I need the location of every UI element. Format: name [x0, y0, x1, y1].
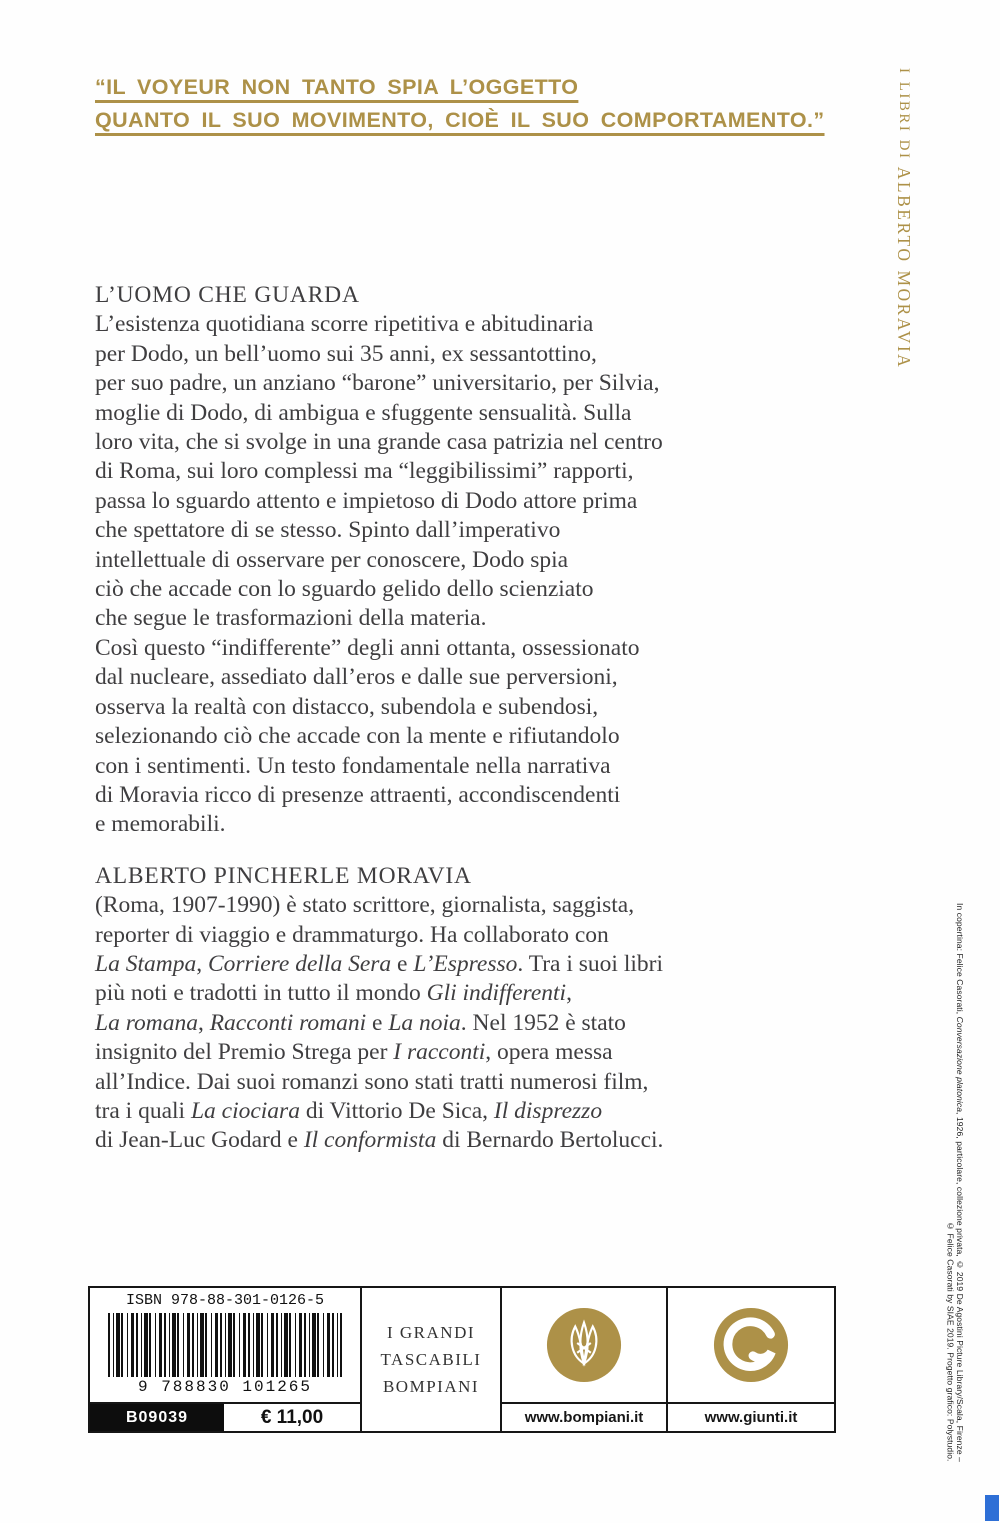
price-row: [90, 1402, 360, 1431]
tagline-quote: [95, 71, 825, 137]
text-line: di Moravia ricco di presenze attraenti, accondiscendenti: [95, 781, 621, 808]
text-line: che spettatore di se stesso. Spinto dall’imperativo: [95, 517, 561, 544]
text-line: loro vita, che si svolge in una grande casa patrizia nel centro: [95, 429, 663, 456]
text-line: che segue le trasformazioni della materia.: [95, 605, 487, 632]
text-line: per Dodo, un bell’uomo sui 35 anni, ex sessantottino,: [95, 340, 597, 367]
tagline-line-2: QUANTO IL SUO MOVIMENTO, CIOÈ IL SUO COMPORTAMENTO.”: [95, 108, 825, 132]
text-line: all’Indice. Dai suoi romanzi sono stati tratti numerosi film,: [95, 1068, 649, 1095]
print-mark: [985, 1495, 999, 1521]
spine-series-prefix: I LIBRI DI: [896, 68, 912, 167]
bompiani-logo-cell: [500, 1288, 666, 1402]
text-line: (Roma, 1907-1990) è stato scrittore, giornalista, saggista,: [95, 892, 635, 919]
text-line: più noti e tradotti in tutto il mondo Gli indifferenti,: [95, 980, 572, 1007]
spine-author-name: ALBERTO MORAVIA: [894, 166, 914, 370]
bompiani-flower-logo: [545, 1306, 623, 1384]
ean-barcode: [108, 1313, 342, 1377]
text-line: Così questo “indifferente” degli anni ottanta, ossessionato: [95, 634, 640, 661]
bompiani-url: www.bompiani.it: [500, 1402, 666, 1431]
series-line: TASCABILI: [380, 1350, 482, 1369]
barcode-cell: [90, 1288, 360, 1402]
text-line: moglie di Dodo, di ambigua e sfuggente sensualità. Sulla: [95, 399, 632, 426]
text-line: La Stampa, Corriere della Sera e L’Espresso. Tra i suoi libri: [95, 950, 663, 977]
text-line: per suo padre, un anziano “barone” universitario, per Silvia,: [95, 370, 660, 397]
text-line: di Roma, sui loro complessi ma “leggibilissimi” rapporti,: [95, 458, 634, 485]
text-line: dal nucleare, assediato dall’eros e dalle sue perversioni,: [95, 664, 618, 691]
cover-credits: In copertina: Felice Casorati, Conversazione platonica, 1926, particolare, collezione privata, © 2019 De Agostini Picture Library/Scala, Firenze – © Felice Casorati by SIAE 2019. Progetto grafico: Polystudio.: [945, 903, 965, 1462]
text-line: L’esistenza quotidiana scorre ripetitiva e abitudinaria: [95, 311, 594, 338]
back-cover-text: [95, 281, 835, 1156]
isbn-label: ISBN 978-88-301-0126-5: [125, 1292, 325, 1309]
series-cell: [360, 1288, 500, 1431]
series-line: BOMPIANI: [382, 1377, 480, 1396]
text-line: osserva la realtà con distacco, subendola e subendosi,: [95, 693, 599, 720]
text-line: di Jean-Luc Godard e Il conformista di Bernardo Bertolucci.: [95, 1127, 664, 1154]
text-line: reporter di viaggio e drammaturgo. Ha collaborato con: [95, 921, 609, 948]
spine-series-title: [893, 68, 914, 369]
synopsis: [95, 281, 835, 840]
series-line: I GRANDI: [386, 1323, 476, 1342]
text-line: insignito del Premio Strega per I racconti, opera messa: [95, 1039, 613, 1066]
giunti-url: www.giunti.it: [666, 1402, 834, 1431]
text-line: ciò che accade con lo sguardo gelido dello scienziato: [95, 576, 594, 603]
barcode-digits: 9 788830 101265: [137, 1378, 313, 1396]
author-bio-title: ALBERTO PINCHERLE MORAVIA: [95, 862, 472, 889]
text-line: intellettuale di osservare per conoscere, Dodo spia: [95, 546, 569, 573]
tagline-line-1: “IL VOYEUR NON TANTO SPIA L’OGGETTO: [95, 75, 579, 99]
price-label: € 11,00: [260, 1406, 324, 1428]
giunti-logo-cell: [666, 1288, 834, 1402]
giunti-spiral-logo: [712, 1306, 790, 1384]
edition-code-badge: B09039: [90, 1404, 224, 1431]
text-line: tra i quali La ciociara di Vittorio De Sica, Il disprezzo: [95, 1097, 603, 1124]
footer-box: [88, 1286, 836, 1433]
text-line: La romana, Racconti romani e La noia. Nel 1952 è stato: [95, 1009, 626, 1036]
synopsis-title: L’UOMO CHE GUARDA: [95, 282, 360, 308]
text-line: selezionando ciò che accade con la mente e rifiutandolo: [95, 723, 620, 750]
text-line: passa lo sguardo attento e impietoso di Dodo attore prima: [95, 487, 638, 514]
text-line: con i sentimenti. Un testo fondamentale nella narrativa: [95, 752, 611, 779]
author-bio: [95, 862, 835, 1156]
text-line: e memorabili.: [95, 811, 226, 838]
